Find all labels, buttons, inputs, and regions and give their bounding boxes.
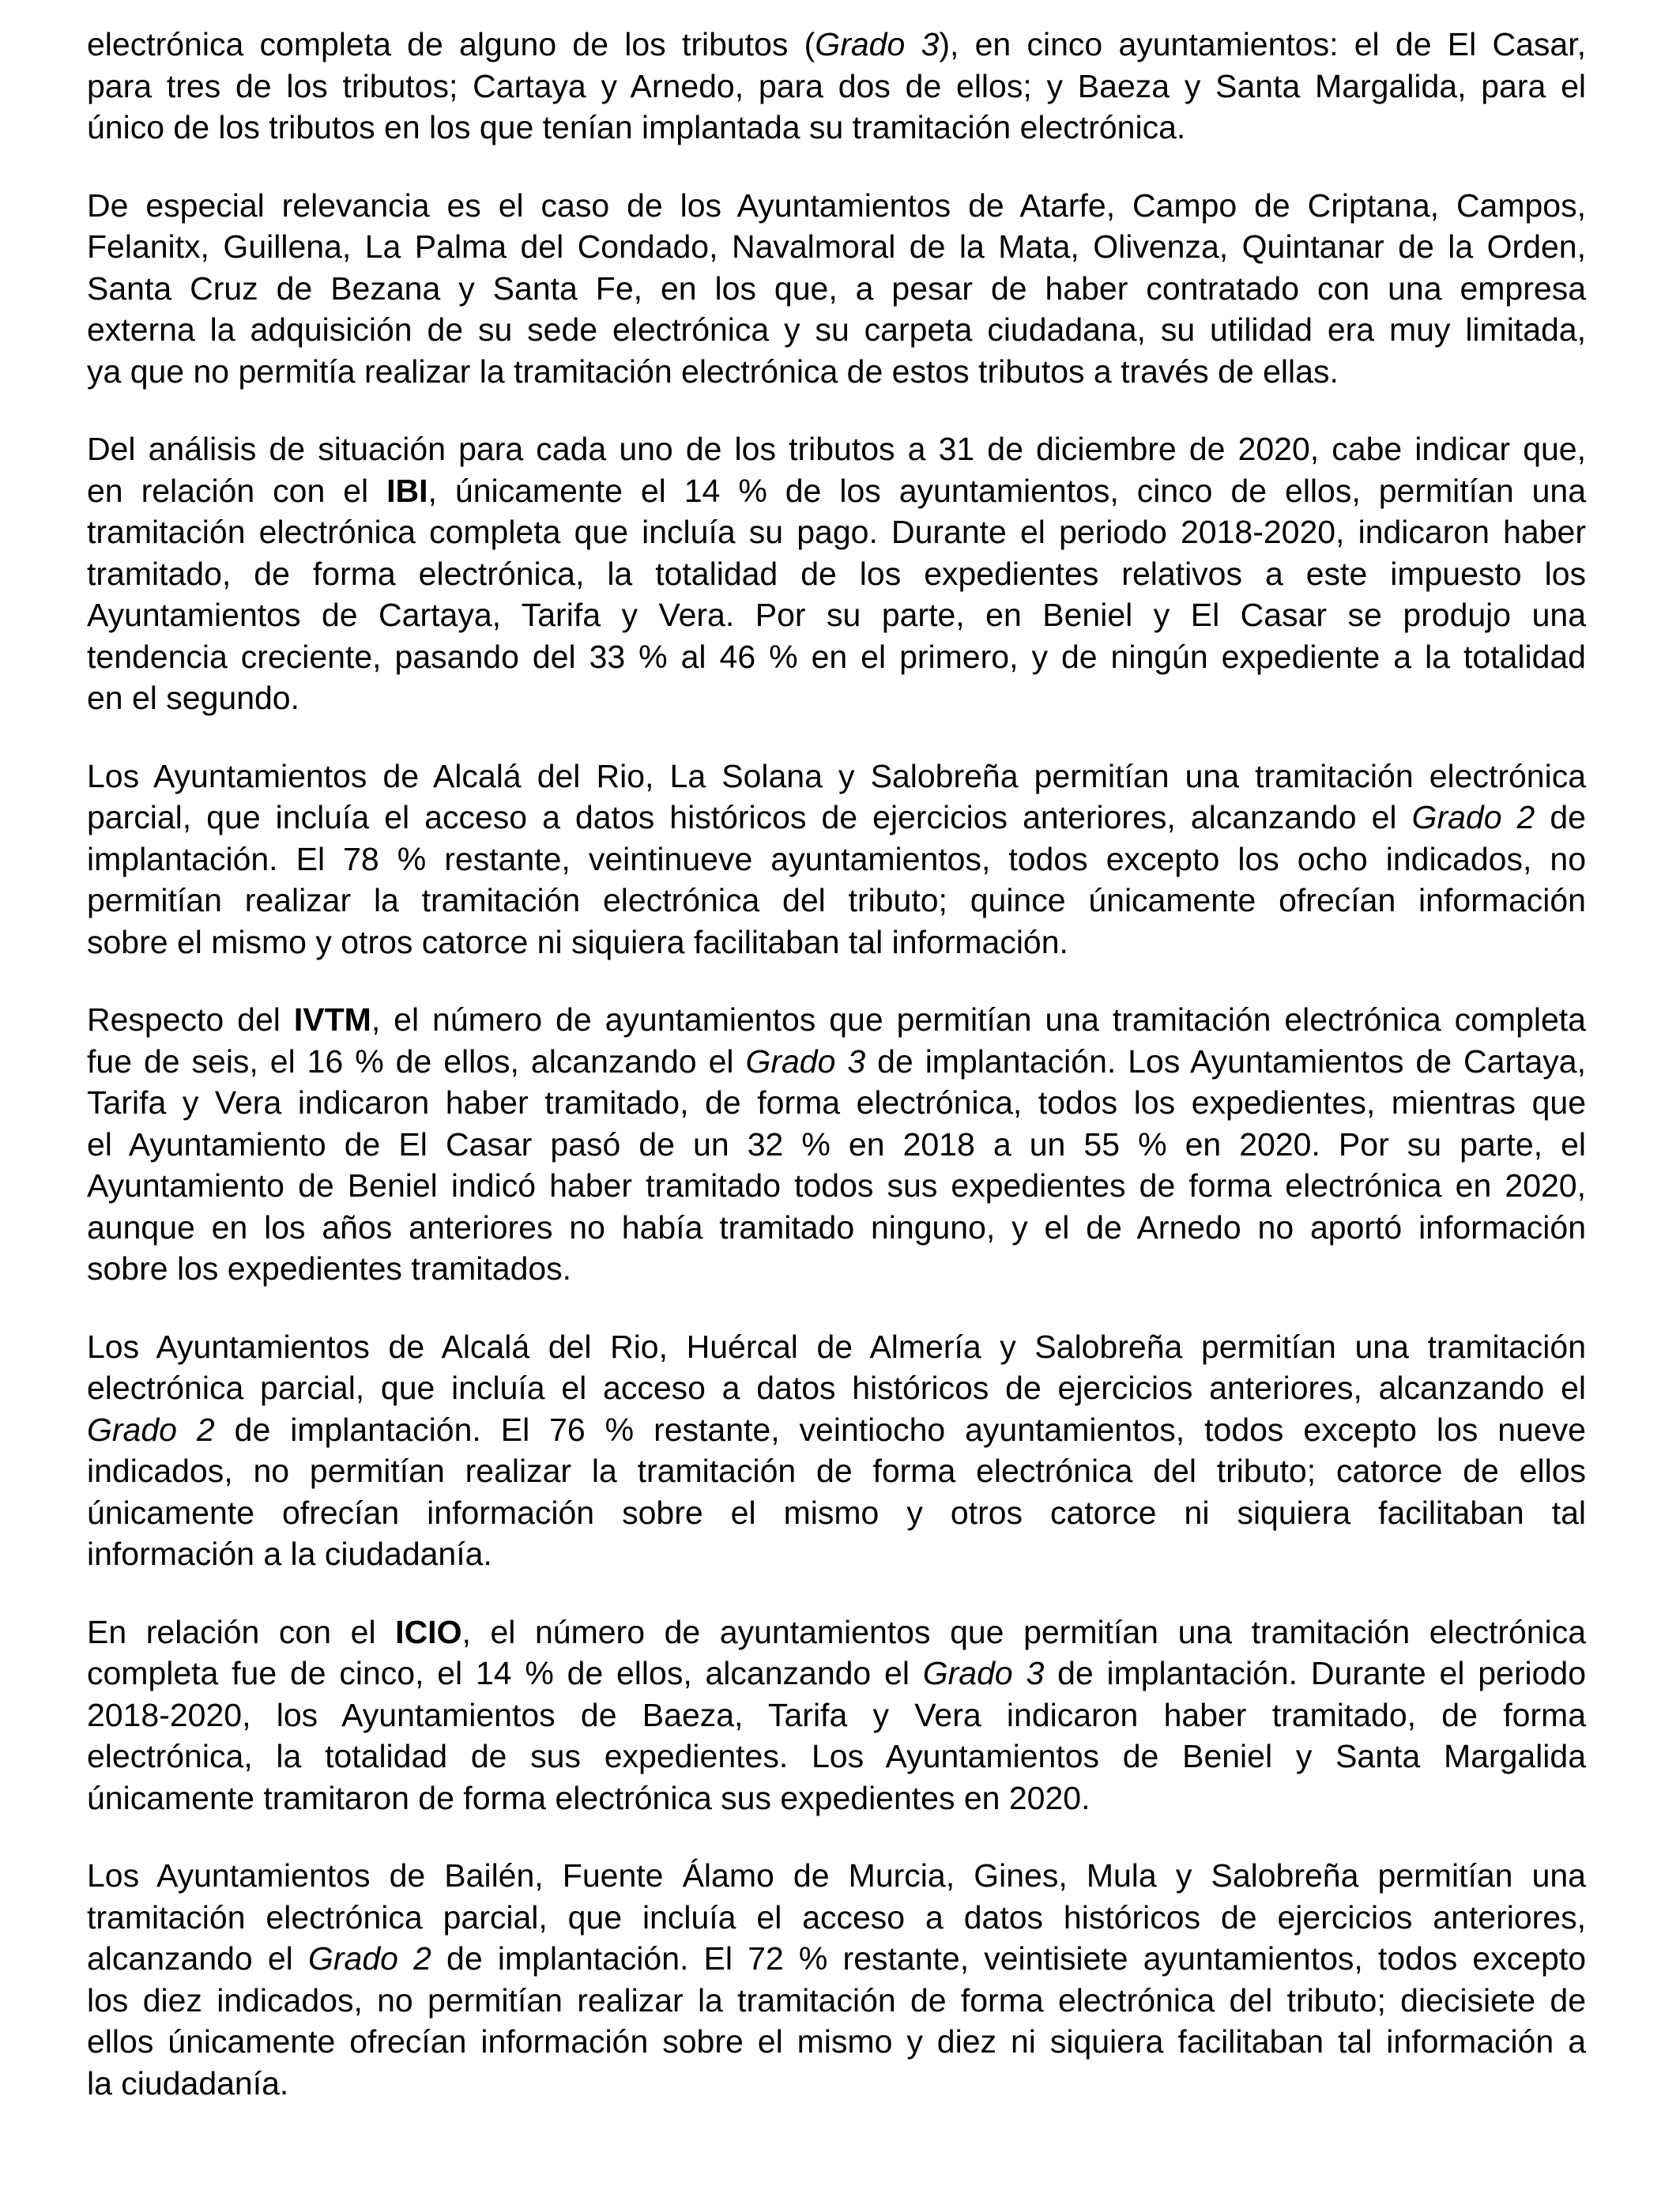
text-run: parcial, que incluía el acceso a datos históricos de ejercicios anteriores, alcanzando el — [87, 799, 1412, 835]
text-line — [87, 839, 1586, 880]
italic-term: Grado 3 — [922, 1655, 1045, 1691]
text-run: en el segundo. — [87, 680, 300, 716]
text-run: único de los tributos en los que tenían implantada su tramitación electrónica. — [87, 109, 1186, 145]
text-run: información a la ciudadanía. — [87, 1536, 492, 1572]
italic-term: Grado 3 — [815, 26, 940, 62]
text-line — [87, 1533, 1586, 1575]
text-run: De especial relevancia es el caso de los Ayuntamientos de Atarfe, Campo de Criptana, Campos, — [87, 187, 1586, 224]
text-line — [87, 351, 1586, 393]
text-run: electrónica parcial, que incluía el acceso a datos históricos de ejercicios anteriores, alcanzando el — [87, 1370, 1586, 1406]
text-line — [87, 1938, 1586, 1980]
text-run: de implantación. El 76 % restante, veintiocho ayuntamientos, todos excepto los nueve — [214, 1411, 1586, 1448]
text-run: sobre el mismo y otros catorce ni siquiera facilitaban tal información. — [87, 923, 1068, 960]
text-line — [87, 1653, 1586, 1695]
text-line — [87, 756, 1586, 797]
text-line — [87, 1980, 1586, 2022]
text-line — [87, 1492, 1586, 1534]
text-line — [87, 1450, 1586, 1492]
text-run: de implantación. Los Ayuntamientos de Cartaya, — [865, 1042, 1586, 1080]
text-run: Los Ayuntamientos de Bailén, Fuente Álamo de Murcia, Gines, Mula y Salobreña permitían una — [87, 1857, 1586, 1894]
text-line — [87, 1612, 1586, 1653]
text-line — [87, 1409, 1586, 1451]
text-line — [87, 66, 1586, 107]
text-line — [87, 511, 1586, 553]
italic-term: Grado 2 — [87, 1411, 215, 1448]
text-line — [87, 553, 1586, 595]
text-line — [87, 880, 1586, 922]
text-line — [87, 922, 1586, 963]
text-run: tramitado, de forma electrónica, la totalidad de los expedientes relativos a este impuesto los — [87, 555, 1586, 592]
text-line — [87, 1165, 1586, 1207]
text-line — [87, 107, 1586, 149]
paragraph — [87, 428, 1586, 719]
italic-term: Grado 2 — [1411, 799, 1535, 835]
text-line — [87, 1207, 1586, 1249]
text-line — [87, 1124, 1586, 1166]
text-run: Ayuntamiento de Beniel indicó haber tramitado todos sus expedientes de forma electrónica en 2020, — [87, 1167, 1586, 1204]
text-run: Tarifa y Vera indicaron haber tramitado, de forma electrónica, todos los expedientes, mientras que — [87, 1084, 1586, 1121]
text-line — [87, 636, 1586, 678]
text-run: ), en cinco ayuntamientos: el de El Casar, — [939, 26, 1586, 62]
text-run: , el número de ayuntamientos que permitían una tramitación electrónica completa — [371, 1001, 1586, 1038]
text-run: únicamente tramitaron de forma electrónica sus expedientes en 2020. — [87, 1779, 1090, 1816]
text-run: ya que no permitía realizar la tramitación electrónica de estos tributos a través de ellas. — [87, 352, 1339, 390]
text-run: tramitación electrónica parcial, que incluía el acceso a datos históricos de ejercicios anteriores, — [87, 1898, 1586, 1936]
text-run: Los Ayuntamientos de Alcalá del Rio, Huércal de Almería y Salobreña permitían una tramitación — [87, 1328, 1586, 1365]
italic-term: Grado 3 — [745, 1042, 866, 1080]
text-run: fue de seis, el 16 % de ellos, alcanzando el — [87, 1042, 746, 1080]
text-run: electrónica completa de alguno de los tributos ( — [87, 26, 816, 62]
text-run: los diez indicados, no permitían realizar la tramitación de forma electrónica del tributo; diecisiete de — [87, 1981, 1586, 2019]
text-line — [87, 999, 1586, 1041]
document-body — [87, 24, 1586, 2140]
text-line — [87, 185, 1586, 227]
italic-term: Grado 2 — [307, 1940, 431, 1977]
text-run: alcanzando el — [87, 1940, 308, 1977]
text-line — [87, 2063, 1586, 2105]
text-run: de — [1535, 799, 1586, 835]
text-run: aunque en los años anteriores no había tramitado ninguno, y el de Arnedo no aportó información — [87, 1208, 1586, 1246]
text-run: el Ayuntamiento de El Casar pasó de un 32 % en 2018 a un 55 % en 2020. Por su parte, el — [87, 1125, 1586, 1163]
text-run: indicados, no permitían realizar la tramitación de forma electrónica del tributo; catorce de ellos — [87, 1453, 1586, 1489]
text-line — [87, 1041, 1586, 1083]
text-line — [87, 226, 1586, 268]
text-run: Santa Cruz de Bezana y Santa Fe, en los que, a pesar de haber contratado con una empresa — [87, 270, 1586, 307]
text-run: externa la adquisición de su sede electrónica y su carpeta ciudadana, su utilidad era muy limitada, — [87, 311, 1586, 348]
text-line — [87, 1897, 1586, 1939]
text-run: la ciudadanía. — [87, 2064, 289, 2102]
text-run: ellos únicamente ofrecían información sobre el mismo y diez ni siquiera facilitaban tal información a — [87, 2023, 1586, 2060]
text-line — [87, 1777, 1586, 1819]
text-run: tramitación electrónica completa que incluía su pago. Durante el periodo 2018-2020, indicaron haber — [87, 514, 1586, 550]
text-line — [87, 309, 1586, 351]
text-run: completa fue de cinco, el 14 % de ellos, alcanzando el — [87, 1655, 923, 1691]
text-line — [87, 1736, 1586, 1777]
text-line — [87, 1248, 1586, 1290]
text-run: Del análisis de situación para cada uno de los tributos a 31 de diciembre de 2020, cabe indicar que, — [87, 431, 1586, 467]
text-run: en relación con el — [87, 472, 387, 509]
bold-term: IVTM — [293, 1001, 371, 1038]
text-run: Felanitx, Guillena, La Palma del Condado, Navalmoral de la Mata, Olivenza, Quintanar de la Orden, — [87, 228, 1586, 265]
text-run: , el número de ayuntamientos que permitían una tramitación electrónica — [461, 1613, 1586, 1650]
bold-term: IBI — [386, 472, 428, 509]
text-run: tendencia creciente, pasando del 33 % al 46 % en el primero, y de ningún expediente a la totalidad — [87, 638, 1586, 675]
text-run: implantación. El 78 % restante, veintinueve ayuntamientos, todos excepto los ocho indicados, no — [87, 840, 1586, 877]
paragraph — [87, 1855, 1586, 2104]
text-line — [87, 24, 1586, 66]
text-run: permitían realizar la tramitación electrónica del tributo; quince únicamente ofrecían información — [87, 882, 1586, 918]
text-run: de implantación. El 72 % restante, veintisiete ayuntamientos, todos excepto — [431, 1940, 1586, 1977]
paragraph — [87, 1326, 1586, 1575]
text-line — [87, 268, 1586, 310]
text-line — [87, 1855, 1586, 1897]
text-line — [87, 1695, 1586, 1736]
text-line — [87, 2021, 1586, 2063]
paragraph — [87, 1612, 1586, 1819]
paragraph — [87, 999, 1586, 1290]
paragraph — [87, 756, 1586, 963]
text-line — [87, 1082, 1586, 1124]
text-run: Ayuntamientos de Cartaya, Tarifa y Vera. Por su parte, en Beniel y El Casar se produjo una — [87, 597, 1586, 633]
bold-term: ICIO — [395, 1613, 462, 1650]
text-run: de implantación. Durante el periodo — [1044, 1655, 1586, 1691]
text-line — [87, 1367, 1586, 1409]
text-line — [87, 797, 1586, 839]
text-line — [87, 677, 1586, 719]
text-run: Respecto del — [87, 1001, 294, 1038]
text-line — [87, 1326, 1586, 1368]
text-run: 2018-2020, los Ayuntamientos de Baeza, Tarifa y Vera indicaron haber tramitado, de forma — [87, 1696, 1586, 1733]
text-line — [87, 594, 1586, 636]
text-run: , únicamente el 14 % de los ayuntamientos, cinco de ellos, permitían una — [428, 472, 1587, 509]
text-run: Los Ayuntamientos de Alcalá del Rio, La Solana y Salobreña permitían una tramitación electrónica — [87, 757, 1586, 794]
paragraph — [87, 185, 1586, 393]
text-line — [87, 470, 1586, 512]
text-run: sobre los expedientes tramitados. — [87, 1250, 572, 1287]
paragraph — [87, 24, 1586, 149]
text-run: para tres de los tributos; Cartaya y Arnedo, para dos de ellos; y Baeza y Santa Margalida, para el — [87, 67, 1586, 104]
text-run: En relación con el — [87, 1613, 396, 1650]
text-line — [87, 428, 1586, 470]
text-run: únicamente ofrecían información sobre el mismo y otros catorce ni siquiera facilitaban tal — [87, 1494, 1586, 1531]
text-run: electrónica, la totalidad de sus expedientes. Los Ayuntamientos de Beniel y Santa Margalida — [87, 1738, 1586, 1774]
